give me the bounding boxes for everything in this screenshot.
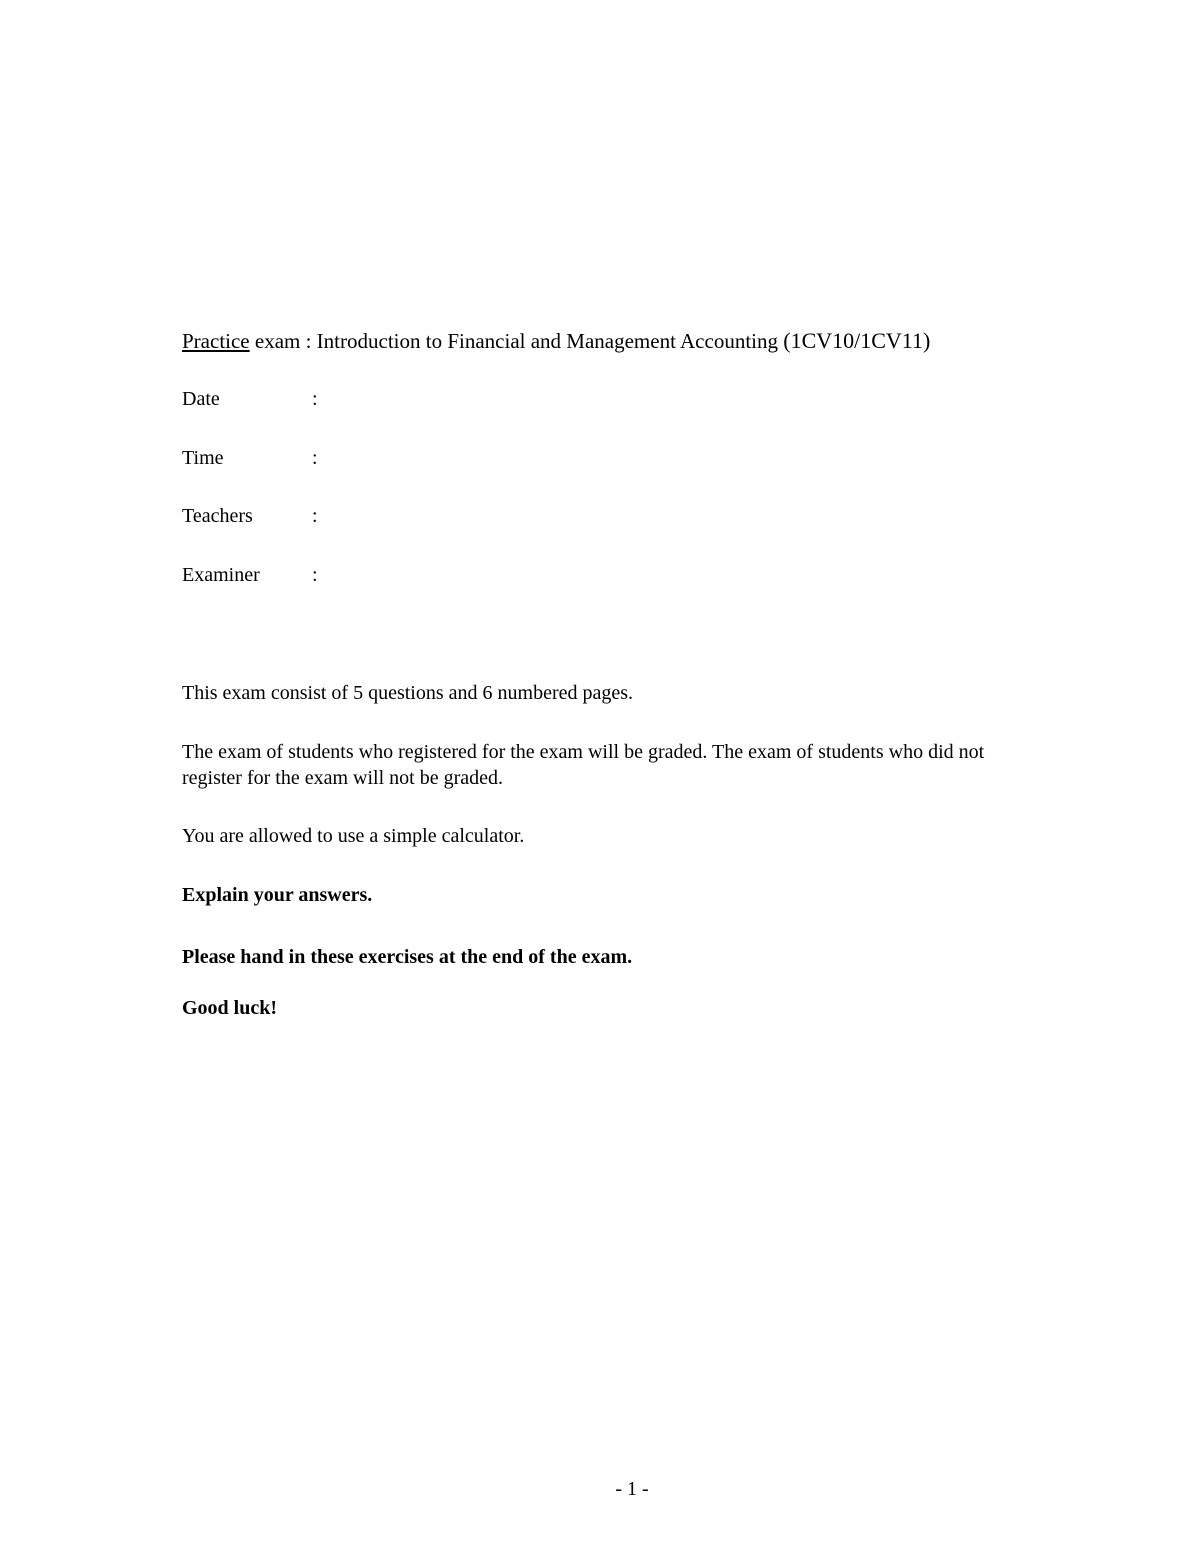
field-examiner [182, 564, 318, 587]
title-prefix: Practice [182, 329, 250, 353]
page-title [182, 328, 930, 354]
field-date-value: : [312, 388, 318, 410]
title-main: exam : Introduction to Financial and Management Accounting [249, 329, 784, 353]
field-examiner-value: : [312, 564, 318, 586]
course-code: (1CV10/1CV11) [783, 328, 931, 353]
field-time-value: : [312, 447, 318, 469]
field-time-label: Time [182, 447, 224, 469]
field-time [182, 447, 318, 470]
field-date [182, 388, 318, 411]
field-date-label: Date [182, 388, 220, 410]
instruction-explain: Explain your answers. [182, 884, 373, 906]
instruction-consist: This exam consist of 5 questions and 6 numbered pages. [182, 682, 634, 704]
field-teachers-value: : [312, 505, 318, 527]
field-teachers-label: Teachers [182, 505, 253, 527]
instruction-registration: The exam of students who registered for the exam will be graded. The exam of students who did not register for the exam will not be graded. [182, 741, 985, 789]
page-number: - 1 - [615, 1478, 649, 1500]
field-examiner-label: Examiner [182, 564, 260, 586]
instruction-hand-in: Please hand in these exercises at the end of the exam. [182, 946, 633, 968]
field-teachers [182, 505, 318, 528]
instruction-good-luck: Good luck! [182, 997, 278, 1019]
instruction-calculator: You are allowed to use a simple calculator. [182, 825, 525, 847]
